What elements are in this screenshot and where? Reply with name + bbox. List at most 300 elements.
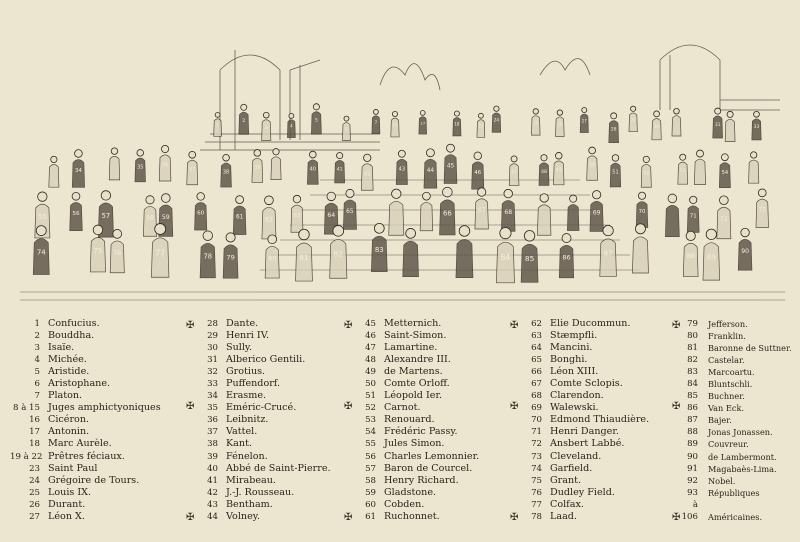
key-number: 1 (34, 319, 40, 329)
figure-number-label: 66 (442, 209, 452, 218)
key-entry (346, 426, 479, 438)
key-column-5 (674, 318, 792, 523)
key-name: Baronne de Suttner. (708, 343, 792, 354)
key-entry (674, 318, 792, 330)
key-number: 41 (207, 475, 218, 486)
figure-number-label: 72 (719, 216, 728, 224)
key-number: 40 (207, 463, 218, 474)
key-entry (10, 318, 161, 330)
figure (420, 192, 433, 231)
key-number: 88 (687, 427, 698, 438)
key-number: 42 (207, 487, 218, 498)
key-name: Colfax. (550, 498, 584, 510)
figure (239, 104, 249, 134)
key-name: Dante. (226, 318, 259, 329)
key-name: Prêtres féciaux. (48, 450, 125, 462)
key-number: 73 (531, 451, 542, 462)
key-number: 55 (365, 439, 376, 450)
key-name: Clarendon. (550, 390, 604, 402)
key-number: 50 (365, 379, 376, 390)
figure (70, 192, 83, 230)
key-number: 31 (207, 355, 218, 366)
figure (756, 189, 769, 227)
key-number: 84 (687, 379, 698, 390)
figure (262, 196, 276, 239)
key-entry (512, 318, 649, 330)
figure-number-label: 58 (146, 214, 154, 222)
key-number: 78 (531, 511, 542, 522)
key-number: 3 (34, 343, 40, 354)
key-number: 62 (531, 319, 542, 329)
figure (749, 152, 759, 183)
key-name: Leibnitz. (226, 414, 269, 426)
key-number: 47 (365, 343, 376, 354)
figure (472, 152, 484, 189)
figure (580, 107, 588, 132)
figure-number-label: 75 (93, 246, 103, 255)
figure (717, 196, 731, 239)
figure-number-label: 49 (555, 167, 562, 174)
key-name: Marc Aurèle. (48, 438, 112, 450)
key-entry (188, 402, 331, 414)
figure-number-label: 39 (254, 165, 261, 172)
key-entry (188, 366, 331, 378)
figure-number-label: 25 (533, 120, 539, 126)
key-number: 54 (365, 427, 376, 438)
key-name: Platon. (48, 390, 83, 402)
key-number: 46 (365, 331, 376, 342)
figure-number-label: 30 (653, 125, 660, 131)
figure (609, 113, 619, 143)
key-entry (512, 426, 649, 438)
key-number: 29 (207, 331, 218, 342)
figure-number-label: 88 (686, 252, 695, 261)
figure (509, 156, 519, 186)
figure-number-label: 47 (511, 170, 518, 176)
key-name: Américaines. (708, 511, 763, 522)
figure (453, 111, 461, 136)
key-number: 34 (207, 391, 218, 402)
key-number: 61 (365, 511, 376, 522)
figure-number-label: 43 (398, 166, 406, 173)
key-number: 69 (531, 403, 542, 414)
key-entry (512, 330, 649, 342)
key-name: Saint Paul (48, 462, 98, 474)
figure (444, 144, 457, 183)
figure-number-label: 55 (38, 213, 47, 222)
figure (683, 231, 698, 276)
key-entry (346, 402, 479, 414)
key-name: Bouddha. (48, 330, 95, 342)
key-entry (674, 451, 792, 463)
ornament-icon: ✠ (186, 401, 195, 412)
figure-number-label: 45 (446, 163, 455, 170)
key-number: 59 (365, 487, 376, 498)
figure-number-label: 2 (242, 119, 246, 125)
key-name: Cleveland. (550, 450, 602, 462)
key-name: Erasme. (226, 390, 267, 402)
figure-number-label: 29 (630, 117, 636, 123)
key-entry (346, 330, 479, 342)
key-entry (188, 390, 331, 402)
figure (590, 191, 603, 232)
key-name: Walewski. (550, 402, 599, 414)
key-entry (512, 511, 649, 523)
key-number: 87 (687, 415, 698, 426)
figure (195, 193, 207, 230)
figure-number-label: 74 (36, 248, 46, 257)
key-entry (10, 390, 161, 402)
figure (403, 228, 419, 276)
key-number: 85 (687, 391, 698, 402)
key-entry (188, 511, 331, 523)
figure-number-label: 89 (706, 252, 716, 262)
figure (477, 113, 485, 137)
key-name: Buchner. (708, 391, 745, 402)
figure-number-label: 26 (557, 121, 563, 127)
figure-number-label: 1 (216, 122, 219, 128)
figure (440, 187, 456, 235)
figure (553, 152, 564, 184)
key-column-1 (10, 318, 161, 523)
ornament-icon: ✠ (672, 320, 681, 331)
key-number: 26 (29, 499, 40, 510)
figure (687, 196, 699, 232)
key-name: Antonin. (48, 426, 90, 438)
key-number: 70 (531, 415, 542, 426)
key-entry (188, 354, 331, 366)
key-number: 18 (29, 439, 40, 450)
figure-number-label: 40 (309, 166, 317, 173)
key-name: Bluntschli. (708, 379, 753, 390)
figure (307, 151, 318, 184)
key-entry (674, 330, 792, 342)
key-name: Elie Ducommun. (550, 318, 631, 329)
key-column-3 (346, 318, 479, 523)
key-number: 83 (687, 367, 698, 378)
figure (109, 148, 119, 180)
key-name: Kant. (226, 438, 252, 450)
figure-number-label: 37 (188, 167, 196, 174)
figure (738, 228, 752, 270)
key-number: 86 (687, 403, 698, 414)
figure (200, 231, 215, 278)
key-name: Eméric-Crucé. (226, 402, 297, 414)
key-number: 56 (365, 451, 376, 462)
key-entry (512, 475, 649, 487)
figure-number-label: 90 (741, 248, 749, 256)
key-name: Edmond Thiaudière. (550, 414, 650, 426)
key-name: Comte Sclopis. (550, 378, 623, 390)
figure (311, 104, 321, 135)
key-number: 82 (687, 355, 698, 366)
key-entry (346, 354, 479, 366)
figure-number-label: 77 (155, 248, 165, 258)
key-entry (10, 499, 161, 511)
figure-number-label: 57 (101, 212, 111, 221)
key-name: Gladstone. (384, 486, 437, 498)
figure-number-label: 84 (500, 253, 511, 263)
key-entry (512, 390, 649, 402)
key-name: Stæmpfli. (550, 330, 598, 342)
figure-number-label: 83 (374, 245, 384, 254)
figure (456, 226, 473, 278)
key-entry (10, 330, 161, 342)
figure-number-label: 86 (562, 253, 571, 262)
key-number: 5 (34, 367, 40, 378)
key-name: Alexandre III. (384, 354, 451, 366)
crowd-figures (33, 104, 768, 283)
figure-number-label: 62 (264, 216, 273, 224)
key-entry (674, 475, 792, 487)
figure-number-label: 28 (610, 127, 617, 133)
figure-number-label: 82 (333, 249, 344, 259)
figure (135, 150, 146, 182)
key-entry (346, 366, 479, 378)
figure (665, 194, 679, 237)
key-number: 57 (365, 463, 376, 474)
ornament-icon: ✠ (344, 512, 353, 523)
figure-number-label: 63 (293, 213, 301, 220)
key-name: Bajer. (708, 415, 732, 426)
key-number: 75 (531, 475, 542, 486)
figure-number-label: 67 (477, 207, 486, 215)
key-name: Isaïe. (48, 342, 75, 354)
key-entry (512, 414, 649, 426)
figure-number-label: 64 (327, 211, 336, 219)
ornament-icon: ✠ (510, 401, 519, 412)
figure (287, 113, 295, 137)
key-entry (674, 354, 792, 366)
figure (567, 195, 579, 230)
figure (587, 147, 598, 180)
ornament-icon: ✠ (510, 512, 519, 523)
figure-number-label: 18 (454, 121, 460, 127)
key-entry (512, 487, 649, 499)
figure (600, 225, 617, 276)
key-number: 24 (29, 475, 40, 486)
key-name: Aristide. (48, 366, 90, 378)
figure-number-label: 23 (478, 123, 484, 129)
figure (629, 106, 637, 132)
key-name: Abbé de Saint-Pierre. (226, 462, 331, 474)
key-name: Marcoartu. (708, 367, 755, 378)
figure-number-label: 31 (714, 122, 721, 128)
key-number: 27 (29, 511, 40, 522)
key-name: Aristophane. (48, 378, 111, 390)
key-name: Laad. (550, 510, 578, 522)
key-entry (512, 451, 649, 463)
key-name: Grant. (550, 474, 582, 486)
key-number: 89 (687, 439, 698, 450)
figure-number-label: 85 (524, 254, 535, 264)
key-name: Républiques (708, 487, 760, 498)
key-name: J.-J. Rousseau. (226, 486, 295, 498)
key-entry (674, 499, 792, 511)
figure-number-label: 60 (197, 210, 205, 217)
key-entry (512, 463, 649, 475)
figure-number-label: 7 (374, 119, 378, 125)
figure-number-label: 41 (336, 167, 343, 173)
key-name: de Lambermont. (708, 451, 777, 462)
key-name: Jonas Jonassen. (708, 427, 773, 438)
key-entry (674, 487, 792, 499)
key-entry (674, 426, 792, 438)
figure-number-label: 52 (643, 171, 650, 177)
key-entry (512, 499, 649, 511)
key-number: 68 (531, 391, 542, 402)
figure-number-label: 53 (679, 168, 686, 174)
figure-number-label: 17 (420, 120, 426, 126)
key-entry (346, 475, 479, 487)
key-number: 2 (34, 331, 40, 342)
key-entry (512, 402, 649, 414)
key-entry (10, 402, 161, 414)
figure-number-label: 80 (268, 255, 277, 263)
figure (424, 149, 437, 188)
key-name: Vattel. (226, 426, 258, 438)
key-entry (10, 378, 161, 390)
key-number: 43 (207, 499, 218, 510)
ornament-icon: ✠ (186, 320, 195, 331)
key-number: 67 (531, 379, 542, 390)
key-number: 39 (207, 451, 218, 462)
key-name: Frédéric Passy. (384, 426, 458, 438)
figure-number-label: 76 (113, 250, 122, 258)
key-entry (674, 511, 792, 523)
figure-number-label: 46 (474, 170, 482, 177)
figure (265, 235, 279, 278)
figure-number-label: 42 (363, 171, 371, 178)
figure-number-label: 73 (758, 207, 766, 214)
figure-number-label: 71 (689, 213, 697, 220)
key-number: 91 (687, 463, 698, 474)
key-number: 32 (207, 367, 218, 378)
key-number: 17 (29, 427, 40, 438)
figure (291, 195, 303, 232)
figure (725, 111, 735, 141)
figure (531, 109, 540, 135)
key-name: Fénelon. (226, 450, 268, 462)
key-name: Léopold Ier. (384, 390, 443, 402)
key-entry (10, 487, 161, 499)
key-name: Grotius. (226, 366, 266, 378)
key-entry (346, 451, 479, 463)
key-entry (10, 342, 161, 354)
key-name: Durant. (48, 498, 86, 510)
figure-number-label: 78 (203, 252, 213, 261)
key-entry (346, 438, 479, 450)
figure-number-label: 33 (753, 125, 760, 131)
key-name: Ansbert Labbé. (550, 438, 625, 450)
figure (492, 106, 501, 132)
engraving-illustration (20, 30, 785, 315)
figure (221, 154, 232, 187)
figure (537, 194, 551, 236)
figure (391, 111, 399, 137)
key-entry (512, 378, 649, 390)
key-name: Léon XIII. (550, 366, 599, 378)
figure-number-label: 54 (721, 169, 729, 176)
key-number: 45 (365, 319, 376, 329)
figure (521, 231, 538, 283)
key-entry (512, 366, 649, 378)
key-number: 76 (531, 487, 542, 498)
key-entry (674, 438, 792, 450)
key-entry (346, 511, 479, 523)
key-entry (10, 366, 161, 378)
key-entry (346, 318, 479, 330)
key-number: 28 (207, 319, 218, 329)
figure-number-label: 56 (72, 211, 80, 218)
figure-number-label: 36 (161, 162, 169, 169)
key-name: Ruchonnet. (384, 510, 440, 522)
figure (713, 108, 723, 138)
key-number: 64 (531, 343, 542, 354)
key-name: Dudley Field. (550, 486, 615, 498)
figure (361, 154, 373, 190)
key-name: Saint-Simon. (384, 330, 447, 342)
key-name: Baron de Courcel. (384, 462, 473, 474)
key-name: Léon X. (48, 510, 85, 522)
key-number: 63 (531, 331, 542, 342)
figure-number-label: 5 (314, 118, 318, 124)
figure-number-label: 81 (299, 252, 309, 262)
figure (752, 111, 761, 140)
key-name: Alberico Gentili. (226, 354, 306, 366)
key-name: Bonghi. (550, 354, 588, 366)
key-entry (188, 463, 331, 475)
key-number: 30 (207, 343, 218, 354)
figure-number-label: 68 (504, 209, 513, 217)
key-entry (346, 390, 479, 402)
figure-number-label: 50 (588, 162, 596, 169)
key-number: 74 (531, 463, 542, 474)
key-name: Jefferson. (708, 319, 748, 329)
figure-number-label: 35 (137, 164, 144, 171)
key-number: 44 (207, 511, 218, 522)
key-name: Cobden. (384, 498, 425, 510)
figure-number-label: 61 (235, 214, 244, 221)
key-entry (10, 414, 161, 426)
key-number: 93 (687, 487, 698, 498)
figure (678, 154, 688, 184)
key-name: Mancini. (550, 342, 593, 354)
figure-number-label: 79 (226, 253, 235, 262)
key-entry (674, 366, 792, 378)
figure (335, 152, 345, 182)
key-number: 8 à 15 (13, 403, 40, 414)
key-number: 16 (29, 415, 40, 426)
key-name: Confucius. (48, 318, 100, 329)
key-name: Van Eck. (708, 403, 745, 414)
key-number: 51 (365, 391, 376, 402)
key-entry (188, 414, 331, 426)
figure-number-label: 87 (603, 248, 613, 258)
key-entry (188, 487, 331, 499)
figure-number-label: 3 (264, 125, 268, 131)
key-number: 37 (207, 427, 218, 438)
figure (610, 155, 621, 187)
key-entry (188, 342, 331, 354)
key-number: 4 (34, 355, 40, 366)
key-name: Nobel. (708, 475, 736, 486)
figure-number-label: 48 (540, 169, 548, 175)
key-entry (512, 342, 649, 354)
key-name: Bentham. (226, 498, 273, 510)
figure (271, 149, 281, 180)
figure (223, 233, 238, 278)
